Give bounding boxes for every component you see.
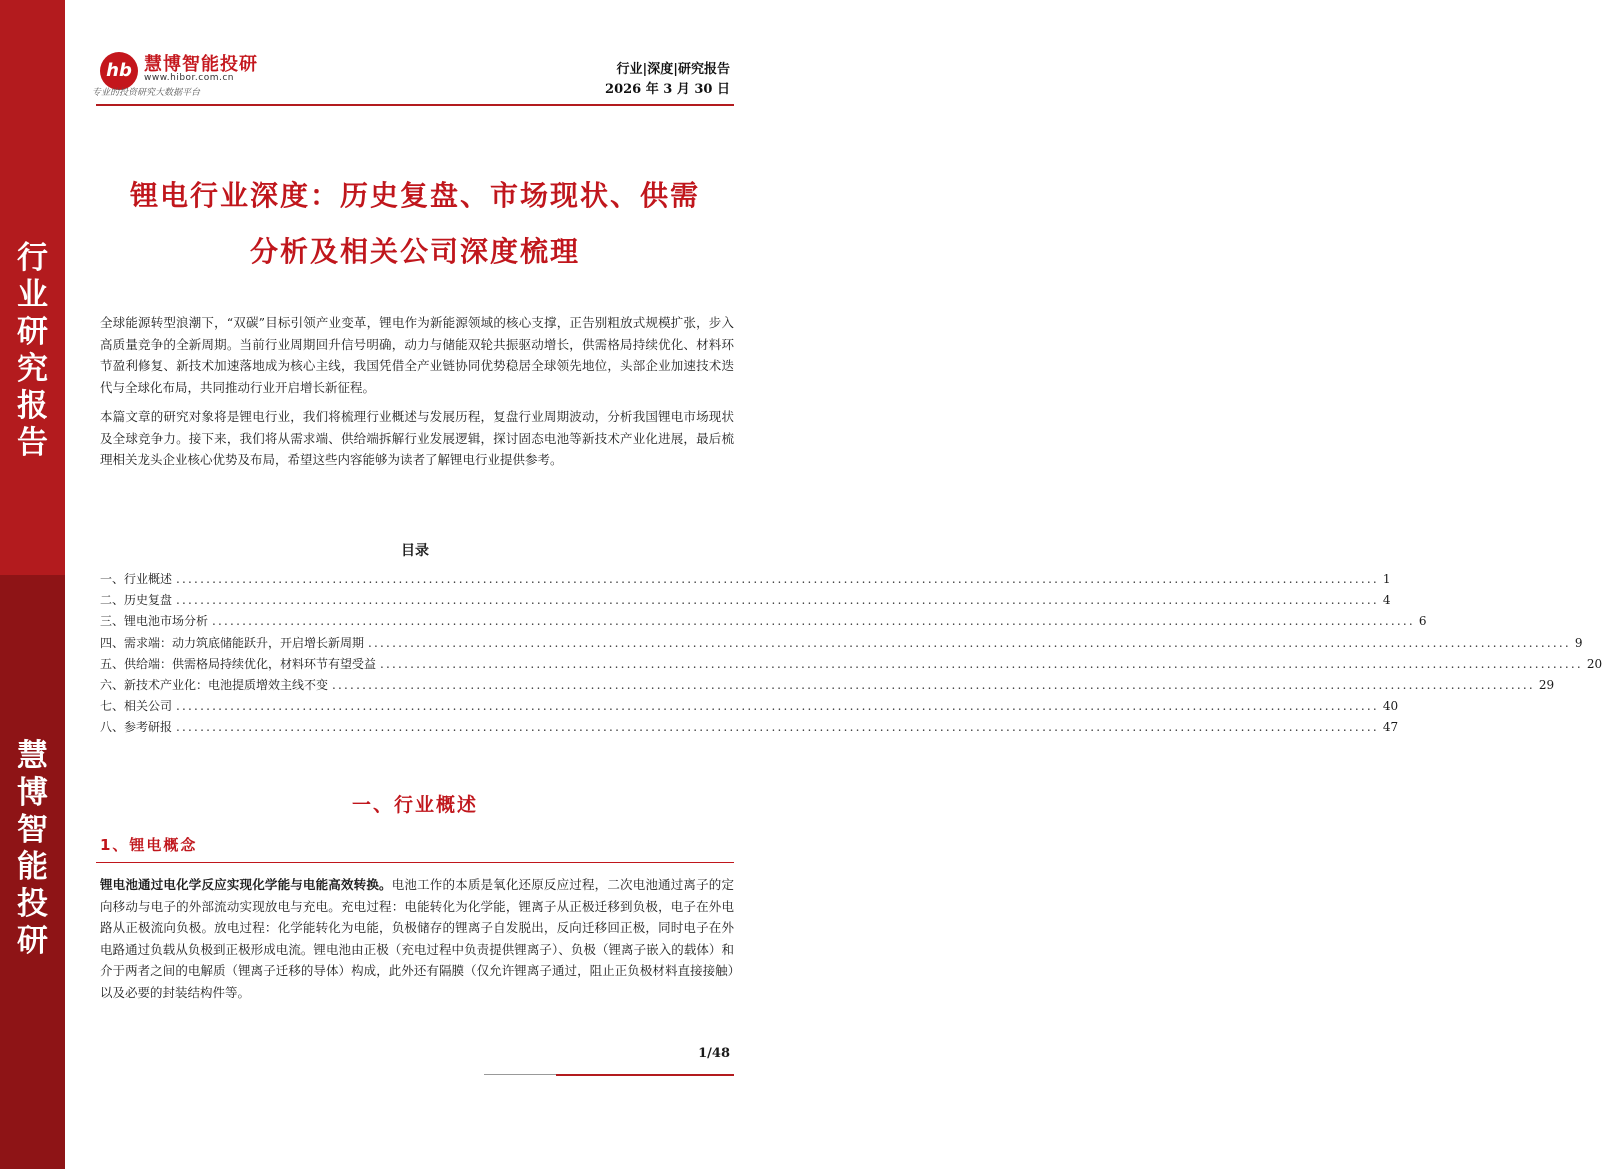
- toc-leader-dots: ........................................................................................................................................................................................................: [176, 720, 1379, 735]
- toc-item[interactable]: [100, 612, 1427, 633]
- body-lead-sentence: 锂电池通过电化学反应实现化学能与电能高效转换。: [100, 877, 392, 892]
- toc-leader-dots: ........................................................................................................................................................................................................: [332, 677, 1535, 692]
- logo-mark-icon: hb: [100, 52, 138, 90]
- footer-accent-divider: [556, 1074, 734, 1076]
- toc-item[interactable]: [100, 718, 1399, 739]
- table-of-contents: [100, 570, 1602, 740]
- logo-url: www.hibor.com.cn: [144, 73, 235, 83]
- toc-item-label: 六、新技术产业化：电池提质增效主线不变: [100, 677, 329, 692]
- sidebar-char: 行: [17, 240, 48, 276]
- sidebar-char: 研: [17, 314, 48, 350]
- sidebar-report-type-label: [0, 240, 65, 462]
- toc-item-page: 1: [1382, 572, 1391, 586]
- subsection-heading: 1、锂电概念: [100, 836, 198, 854]
- report-meta: [605, 60, 730, 100]
- toc-item-page: 4: [1382, 593, 1391, 608]
- page-number: 1/48: [698, 1046, 730, 1061]
- sidebar-char: 告: [17, 425, 48, 461]
- subsection-divider: [96, 862, 734, 863]
- sidebar-char: 报: [17, 388, 48, 424]
- toc-leader-dots: ........................................................................................................................................................................................................: [368, 635, 1571, 650]
- sidebar-char: 博: [17, 775, 48, 811]
- toc-title: 目录: [401, 543, 429, 559]
- toc-leader-dots: ........................................................................................................................................................................................................: [380, 656, 1583, 671]
- toc-item-page: 40: [1382, 699, 1399, 714]
- report-title-line1: 锂电行业深度：历史复盘、市场现状、供需: [129, 179, 700, 212]
- logo-slogan: 专业的投资研究大数据平台: [92, 88, 201, 98]
- toc-item-page: 6: [1418, 614, 1427, 629]
- toc-item-page: 29: [1538, 677, 1555, 692]
- toc-leader-dots: ........................................................................................................................................................................................................: [176, 699, 1379, 714]
- body-text: 电池工作的本质是氧化还原反应过程，二次电池通过离子的定向移动与电子的外部流动实现放电与充电。充电过程：电能转化为化学能，锂离子从正极迁移到负极，电子在外电路从正极流向负极。放电过程：化学能转化为电能，负极储存的锂离子自发脱出，反向迁移回正极，同时电子在外电路通过负载从负极到正极形成电流。锂电池由正极（充电过程中负责提供锂离子）、负极（锂离子嵌入的载体）和介于两者之间的电解质（锂离子迁移的导体）构成，此外还有隔膜（仅允许锂离子通过，阻止正负极材料直接接触）以及必要的封装结构件等。: [100, 877, 734, 1000]
- toc-item[interactable]: [100, 697, 1399, 718]
- toc-item-label: 五、供给端：供需格局持续优化，材料环节有望受益: [100, 656, 377, 671]
- toc-item-label: 八、参考研报: [100, 720, 173, 735]
- toc-item[interactable]: [100, 634, 1583, 655]
- sidebar-char: 究: [17, 351, 48, 387]
- toc-item-label: 七、相关公司: [100, 699, 173, 714]
- sidebar-char: 研: [17, 923, 48, 959]
- sidebar-char: 智: [17, 812, 48, 848]
- toc-item[interactable]: [100, 570, 1391, 591]
- toc-leader-dots: ........................................................................................................................................................................................................: [176, 593, 1379, 608]
- toc-leader-dots: ........................................................................................................................................................................................................: [212, 614, 1415, 629]
- body-paragraph: [100, 874, 734, 1003]
- report-title-line2: 分析及相关公司深度梳理: [249, 235, 580, 268]
- toc-item-page: 20: [1586, 656, 1602, 671]
- brand-logo[interactable]: [92, 50, 320, 100]
- sidebar-char: 慧: [17, 738, 48, 774]
- toc-leader-dots: ........................................................................................................................................................................................................: [176, 572, 1379, 586]
- toc-item[interactable]: [100, 591, 1391, 612]
- sidebar-char: 投: [17, 886, 48, 922]
- sidebar-brand-label: [0, 738, 65, 960]
- toc-item-label: 二、历史复盘: [100, 593, 173, 608]
- header-divider: [96, 104, 734, 106]
- sidebar-char: 能: [17, 849, 48, 885]
- toc-item-page: 47: [1382, 720, 1399, 735]
- intro-paragraph-1: 全球能源转型浪潮下，“双碳”目标引领产业变革，锂电作为新能源领域的核心支撑，正告别粗放式规模扩张，步入高质量竞争的全新周期。当前行业周期回升信号明确，动力与储能双轮共振驱动增长，供需格局持续优化、材料环节盈利修复、新技术加速落地成为核心主线，我国凭借全产业链协同优势稳居全球领先地位，头部企业加速技术迭代与全球化布局，共同推动行业开启增长新征程。: [100, 315, 734, 395]
- toc-item-label: 三、锂电池市场分析: [100, 614, 209, 629]
- toc-item[interactable]: [100, 655, 1602, 676]
- intro-paragraph-2: 本篇文章的研究对象将是锂电行业，我们将梳理行业概述与发展历程，复盘行业周期波动，分析我国锂电市场现状及全球竞争力。接下来，我们将从需求端、供给端拆解行业发展逻辑，探讨固态电池等新技术产业化进展，最后梳理相关龙头企业核心优势及布局，希望这些内容能够为读者了解锂电行业提供参考。: [100, 409, 734, 467]
- report-date: 2026 年 3 月 30 日: [605, 82, 730, 97]
- section-heading: 一、行业概述: [351, 794, 478, 816]
- toc-item[interactable]: [100, 676, 1555, 697]
- sidebar-char: 业: [17, 277, 48, 313]
- report-category: 行业|深度|研究报告: [616, 62, 730, 77]
- report-title: [96, 168, 734, 280]
- toc-item-label: 一、行业概述: [100, 572, 173, 586]
- logo-name: 慧博智能投研: [144, 54, 258, 75]
- toc-item-page: 9: [1574, 635, 1583, 650]
- toc-item-label: 四、需求端：动力筑底储能跃升，开启增长新周期: [100, 635, 365, 650]
